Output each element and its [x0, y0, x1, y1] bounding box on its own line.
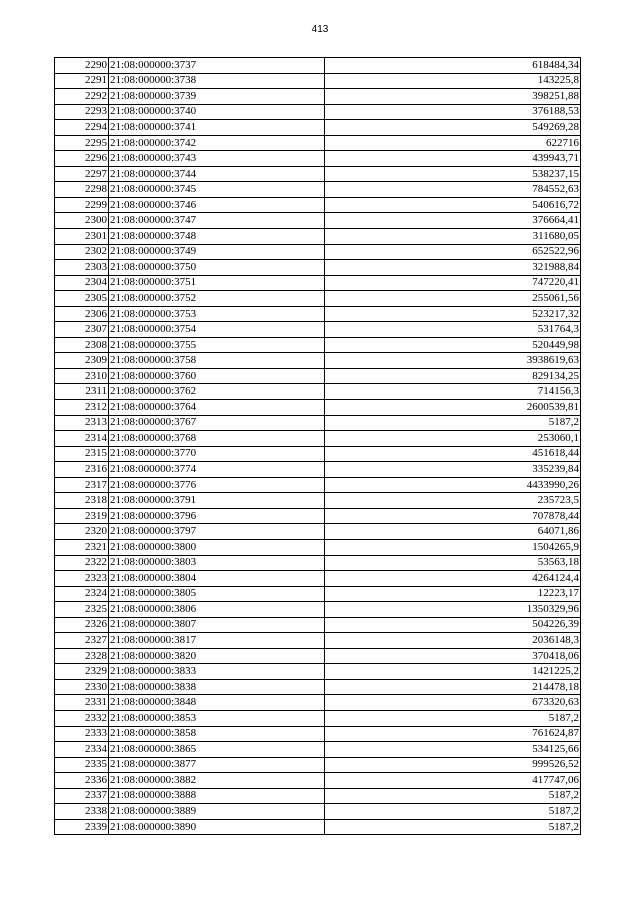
row-number: 2296	[55, 151, 109, 167]
cadastral-number: 21:08:000000:3791	[109, 493, 325, 509]
cadastral-value: 1504265,9	[325, 539, 581, 555]
cadastral-number: 21:08:000000:3796	[109, 508, 325, 524]
cadastral-number: 21:08:000000:3807	[109, 617, 325, 633]
cadastral-number: 21:08:000000:3797	[109, 524, 325, 540]
cadastral-value: 549269,28	[325, 120, 581, 136]
cadastral-value: 439943,71	[325, 151, 581, 167]
cadastral-value: 714156,3	[325, 384, 581, 400]
row-number: 2299	[55, 197, 109, 213]
cadastral-number: 21:08:000000:3889	[109, 804, 325, 820]
table-row	[55, 104, 581, 120]
cadastral-number: 21:08:000000:3755	[109, 337, 325, 353]
cadastral-number: 21:08:000000:3805	[109, 586, 325, 602]
cadastral-number: 21:08:000000:3767	[109, 415, 325, 431]
row-number: 2328	[55, 648, 109, 664]
cadastral-value: 311680,05	[325, 229, 581, 245]
cadastral-value: 999526,52	[325, 757, 581, 773]
table-row	[55, 742, 581, 758]
table-row	[55, 679, 581, 695]
cadastral-number: 21:08:000000:3776	[109, 477, 325, 493]
row-number: 2321	[55, 539, 109, 555]
cadastral-number: 21:08:000000:3833	[109, 664, 325, 680]
cadastral-number: 21:08:000000:3742	[109, 135, 325, 151]
cadastral-number: 21:08:000000:3817	[109, 633, 325, 649]
row-number: 2300	[55, 213, 109, 229]
table-row	[55, 291, 581, 307]
cadastral-value: 143225,8	[325, 73, 581, 89]
row-number: 2333	[55, 726, 109, 742]
cadastral-number: 21:08:000000:3820	[109, 648, 325, 664]
cadastral-number: 21:08:000000:3740	[109, 104, 325, 120]
table-row	[55, 337, 581, 353]
cadastral-value: 504226,39	[325, 617, 581, 633]
table-row	[55, 710, 581, 726]
cadastral-number: 21:08:000000:3748	[109, 229, 325, 245]
table-row	[55, 539, 581, 555]
row-number: 2330	[55, 679, 109, 695]
cadastral-value: 531764,3	[325, 322, 581, 338]
row-number: 2334	[55, 742, 109, 758]
row-number: 2308	[55, 337, 109, 353]
table-row	[55, 524, 581, 540]
cadastral-number: 21:08:000000:3744	[109, 166, 325, 182]
table-row	[55, 648, 581, 664]
row-number: 2307	[55, 322, 109, 338]
row-number: 2310	[55, 368, 109, 384]
cadastral-value: 417747,06	[325, 773, 581, 789]
row-number: 2312	[55, 400, 109, 416]
cadastral-value: 4433990,26	[325, 477, 581, 493]
cadastral-value: 5187,2	[325, 819, 581, 835]
row-number: 2304	[55, 275, 109, 291]
cadastral-value: 618484,34	[325, 58, 581, 74]
row-number: 2294	[55, 120, 109, 136]
table-row	[55, 477, 581, 493]
cadastral-value: 335239,84	[325, 462, 581, 478]
row-number: 2331	[55, 695, 109, 711]
cadastral-value: 673320,63	[325, 695, 581, 711]
table-row	[55, 384, 581, 400]
cadastral-number: 21:08:000000:3752	[109, 291, 325, 307]
cadastral-value: 214478,18	[325, 679, 581, 695]
row-number: 2313	[55, 415, 109, 431]
row-number: 2311	[55, 384, 109, 400]
row-number: 2332	[55, 710, 109, 726]
row-number: 2301	[55, 229, 109, 245]
cadastral-value: 761624,87	[325, 726, 581, 742]
cadastral-value: 1350329,96	[325, 602, 581, 618]
cadastral-number: 21:08:000000:3739	[109, 89, 325, 105]
cadastral-value: 2036148,3	[325, 633, 581, 649]
row-number: 2319	[55, 508, 109, 524]
cadastral-number: 21:08:000000:3758	[109, 353, 325, 369]
cadastral-number: 21:08:000000:3804	[109, 571, 325, 587]
table-body	[55, 58, 581, 835]
row-number: 2318	[55, 493, 109, 509]
row-number: 2303	[55, 260, 109, 276]
row-number: 2315	[55, 446, 109, 462]
cadastral-value: 53563,18	[325, 555, 581, 571]
table-row	[55, 213, 581, 229]
cadastral-value: 523217,32	[325, 306, 581, 322]
cadastral-number: 21:08:000000:3770	[109, 446, 325, 462]
row-number: 2292	[55, 89, 109, 105]
cadastral-number: 21:08:000000:3806	[109, 602, 325, 618]
row-number: 2326	[55, 617, 109, 633]
table-row	[55, 58, 581, 74]
table-row	[55, 773, 581, 789]
table-row	[55, 788, 581, 804]
row-number: 2295	[55, 135, 109, 151]
row-number: 2327	[55, 633, 109, 649]
cadastral-value: 520449,98	[325, 337, 581, 353]
cadastral-value: 3938619,63	[325, 353, 581, 369]
row-number: 2336	[55, 773, 109, 789]
table-row	[55, 120, 581, 136]
cadastral-value: 321988,84	[325, 260, 581, 276]
table-row	[55, 260, 581, 276]
cadastral-value: 622716	[325, 135, 581, 151]
row-number: 2306	[55, 306, 109, 322]
table-row	[55, 602, 581, 618]
cadastral-number: 21:08:000000:3746	[109, 197, 325, 213]
cadastral-value: 1421225,2	[325, 664, 581, 680]
cadastral-value: 707878,44	[325, 508, 581, 524]
cadastral-number: 21:08:000000:3737	[109, 58, 325, 74]
cadastral-number: 21:08:000000:3774	[109, 462, 325, 478]
cadastral-value: 5187,2	[325, 788, 581, 804]
cadastral-value: 376664,41	[325, 213, 581, 229]
cadastral-value: 253060,1	[325, 431, 581, 447]
row-number: 2337	[55, 788, 109, 804]
row-number: 2317	[55, 477, 109, 493]
table-row	[55, 571, 581, 587]
cadastral-number: 21:08:000000:3745	[109, 182, 325, 198]
row-number: 2323	[55, 571, 109, 587]
cadastral-value: 5187,2	[325, 804, 581, 820]
cadastral-number: 21:08:000000:3743	[109, 151, 325, 167]
row-number: 2316	[55, 462, 109, 478]
cadastral-value: 235723,5	[325, 493, 581, 509]
cadastral-value: 451618,44	[325, 446, 581, 462]
cadastral-number: 21:08:000000:3751	[109, 275, 325, 291]
cadastral-number: 21:08:000000:3838	[109, 679, 325, 695]
table-row	[55, 431, 581, 447]
cadastral-number: 21:08:000000:3853	[109, 710, 325, 726]
row-number: 2314	[55, 431, 109, 447]
row-number: 2325	[55, 602, 109, 618]
table-row	[55, 197, 581, 213]
cadastral-value: 829134,25	[325, 368, 581, 384]
row-number: 2322	[55, 555, 109, 571]
row-number: 2298	[55, 182, 109, 198]
table-row	[55, 229, 581, 245]
table-row	[55, 89, 581, 105]
cadastral-number: 21:08:000000:3760	[109, 368, 325, 384]
cadastral-number: 21:08:000000:3800	[109, 539, 325, 555]
row-number: 2339	[55, 819, 109, 835]
cadastral-number: 21:08:000000:3865	[109, 742, 325, 758]
table-row	[55, 322, 581, 338]
table-row	[55, 306, 581, 322]
table-row	[55, 73, 581, 89]
cadastral-number: 21:08:000000:3768	[109, 431, 325, 447]
row-number: 2335	[55, 757, 109, 773]
cadastral-number: 21:08:000000:3749	[109, 244, 325, 260]
row-number: 2291	[55, 73, 109, 89]
table-row	[55, 726, 581, 742]
table-row	[55, 166, 581, 182]
table-row	[55, 446, 581, 462]
row-number: 2293	[55, 104, 109, 120]
table-row	[55, 244, 581, 260]
row-number: 2338	[55, 804, 109, 820]
cadastral-value: 4264124,4	[325, 571, 581, 587]
cadastral-value-table	[54, 57, 581, 835]
table-row	[55, 493, 581, 509]
cadastral-number: 21:08:000000:3762	[109, 384, 325, 400]
cadastral-value: 64071,86	[325, 524, 581, 540]
page-number: 413	[311, 24, 329, 35]
cadastral-number: 21:08:000000:3877	[109, 757, 325, 773]
cadastral-value: 398251,88	[325, 89, 581, 105]
cadastral-value: 5187,2	[325, 710, 581, 726]
cadastral-number: 21:08:000000:3753	[109, 306, 325, 322]
table-row	[55, 617, 581, 633]
cadastral-value: 540616,72	[325, 197, 581, 213]
table-row	[55, 368, 581, 384]
table-row	[55, 400, 581, 416]
cadastral-value: 2600539,81	[325, 400, 581, 416]
table-row	[55, 664, 581, 680]
cadastral-value: 538237,15	[325, 166, 581, 182]
cadastral-number: 21:08:000000:3754	[109, 322, 325, 338]
cadastral-number: 21:08:000000:3848	[109, 695, 325, 711]
row-number: 2329	[55, 664, 109, 680]
row-number: 2324	[55, 586, 109, 602]
row-number: 2302	[55, 244, 109, 260]
cadastral-number: 21:08:000000:3747	[109, 213, 325, 229]
cadastral-number: 21:08:000000:3858	[109, 726, 325, 742]
table-row	[55, 819, 581, 835]
table-row	[55, 757, 581, 773]
cadastral-value: 652522,96	[325, 244, 581, 260]
table-row	[55, 353, 581, 369]
cadastral-number: 21:08:000000:3890	[109, 819, 325, 835]
cadastral-value: 255061,56	[325, 291, 581, 307]
cadastral-number: 21:08:000000:3803	[109, 555, 325, 571]
cadastral-number: 21:08:000000:3741	[109, 120, 325, 136]
table-row	[55, 633, 581, 649]
table-row	[55, 695, 581, 711]
cadastral-value: 534125,66	[325, 742, 581, 758]
table-row	[55, 586, 581, 602]
table-row	[55, 151, 581, 167]
cadastral-value: 784552,63	[325, 182, 581, 198]
cadastral-value: 12223,17	[325, 586, 581, 602]
cadastral-value: 747220,41	[325, 275, 581, 291]
row-number: 2290	[55, 58, 109, 74]
row-number: 2297	[55, 166, 109, 182]
cadastral-number: 21:08:000000:3882	[109, 773, 325, 789]
table-row	[55, 182, 581, 198]
cadastral-value: 370418,06	[325, 648, 581, 664]
table-row	[55, 508, 581, 524]
cadastral-number: 21:08:000000:3738	[109, 73, 325, 89]
cadastral-number: 21:08:000000:3764	[109, 400, 325, 416]
table-row	[55, 555, 581, 571]
table-row	[55, 804, 581, 820]
cadastral-number: 21:08:000000:3750	[109, 260, 325, 276]
cadastral-value: 376188,53	[325, 104, 581, 120]
cadastral-number: 21:08:000000:3888	[109, 788, 325, 804]
table-row	[55, 135, 581, 151]
table-row	[55, 415, 581, 431]
cadastral-value: 5187,2	[325, 415, 581, 431]
table-row	[55, 275, 581, 291]
row-number: 2320	[55, 524, 109, 540]
table-row	[55, 462, 581, 478]
row-number: 2309	[55, 353, 109, 369]
row-number: 2305	[55, 291, 109, 307]
